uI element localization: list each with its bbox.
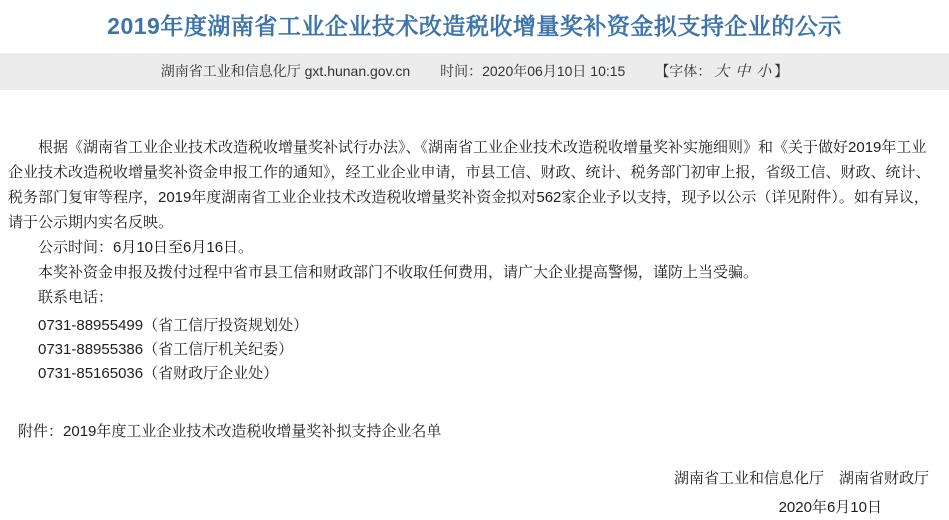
attachment-row — [8, 419, 941, 444]
signature-agencies: 湖南省工业和信息化厅 湖南省财政厅 — [673, 470, 929, 487]
paragraph-fraud-warning: 本奖补资金申报及拨付过程中省市县工信和财政部门不收取任何费用，请广大企业提高警惕，谨防上当受骗。 — [38, 264, 759, 281]
page-header — [0, 0, 949, 42]
font-label-open: 【字体： — [655, 63, 712, 79]
meta-bar — [0, 53, 949, 90]
time-value: 2020年06月10日 10:15 — [482, 63, 626, 79]
font-size-large[interactable]: 大 — [714, 64, 730, 80]
phone-list — [8, 314, 941, 386]
paragraph-basis: 根据《湖南省工业企业技术改造税收增量奖补试行办法》、《湖南省工业企业技术改造税收增量奖补实施细则》和《关于做好2019年工业企业技术改造税收增量奖补资金申报工作的通知》，经工业企业申请，市县工信、财政、统计、税务部门初审上报，省级工信、财政、统计、税务部门复审等程序，2019年度湖南省工业企业技术改造税收增量奖补资金拟对562家企业予以支持，现予以公示（详见附件）。如有异议，请于公示期内实名反映。 — [8, 139, 931, 231]
attachment-link[interactable]: 2019年度工业企业技术改造税收增量奖补拟支持企业名单 — [63, 423, 442, 440]
publish-time — [440, 63, 625, 79]
page-title: 2019年度湖南省工业企业技术改造税收增量奖补资金拟支持企业的公示 — [107, 13, 842, 39]
font-size-small[interactable]: 小 — [756, 64, 772, 80]
font-size-medium[interactable]: 中 — [735, 64, 751, 80]
phone-item: 0731-85165036（省财政厅企业处） — [38, 365, 279, 382]
announcement-body — [0, 90, 949, 520]
phone-item: 0731-88955386（省工信厅机关纪委） — [38, 341, 294, 358]
font-label-close: 】 — [774, 63, 789, 79]
paragraph-contact-label: 联系电话： — [38, 289, 114, 306]
font-size-control — [655, 63, 788, 79]
time-label: 时间： — [440, 63, 483, 79]
signature-date: 2020年6月10日 — [778, 499, 882, 516]
phone-item: 0731-88955499（省工信厅投资规划处） — [38, 317, 309, 334]
signature-block — [8, 466, 941, 520]
attachment-label: 附件： — [18, 423, 64, 440]
paragraph-publicity-period: 公示时间：6月10日至6月16日。 — [38, 239, 254, 256]
source-label: 湖南省工业和信息化厅 gxt.hunan.gov.cn — [160, 63, 411, 79]
